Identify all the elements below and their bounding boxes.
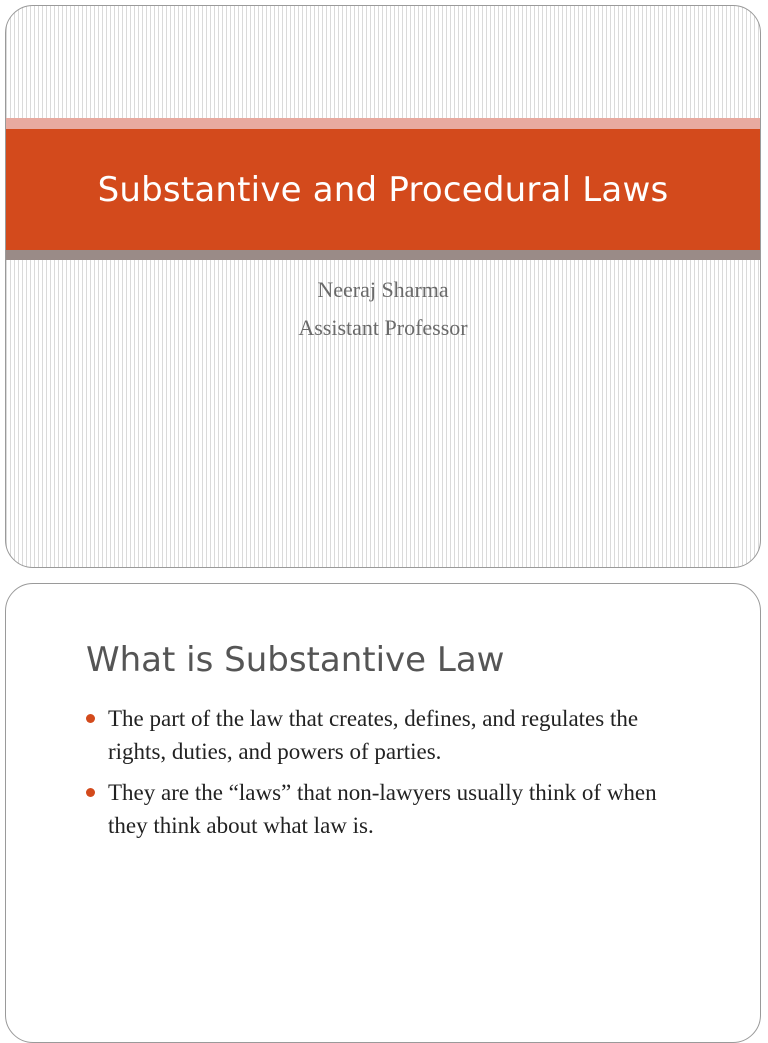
title-band-bottom-stripe [6,250,760,260]
title-band-top-stripe [6,118,760,129]
content-slide [5,583,761,1043]
bullet-text: The part of the law that creates, defines, and regulates the rights, duties, and powers of parties. [108,706,639,764]
slide-title: Substantive and Procedural Laws [97,169,669,210]
bullet-list [84,702,696,850]
bullet-dot-icon [86,788,95,797]
bullet-text: They are the “laws” that non-lawyers usually think of when they think about what law is. [108,780,657,838]
author-name: Neeraj Sharma [317,277,449,302]
list-item [84,702,696,768]
list-item [84,776,696,842]
title-slide [5,5,761,568]
slide-heading: What is Substantive Law [86,640,505,680]
bullet-dot-icon [86,714,95,723]
author-role: Assistant Professor [298,315,468,340]
